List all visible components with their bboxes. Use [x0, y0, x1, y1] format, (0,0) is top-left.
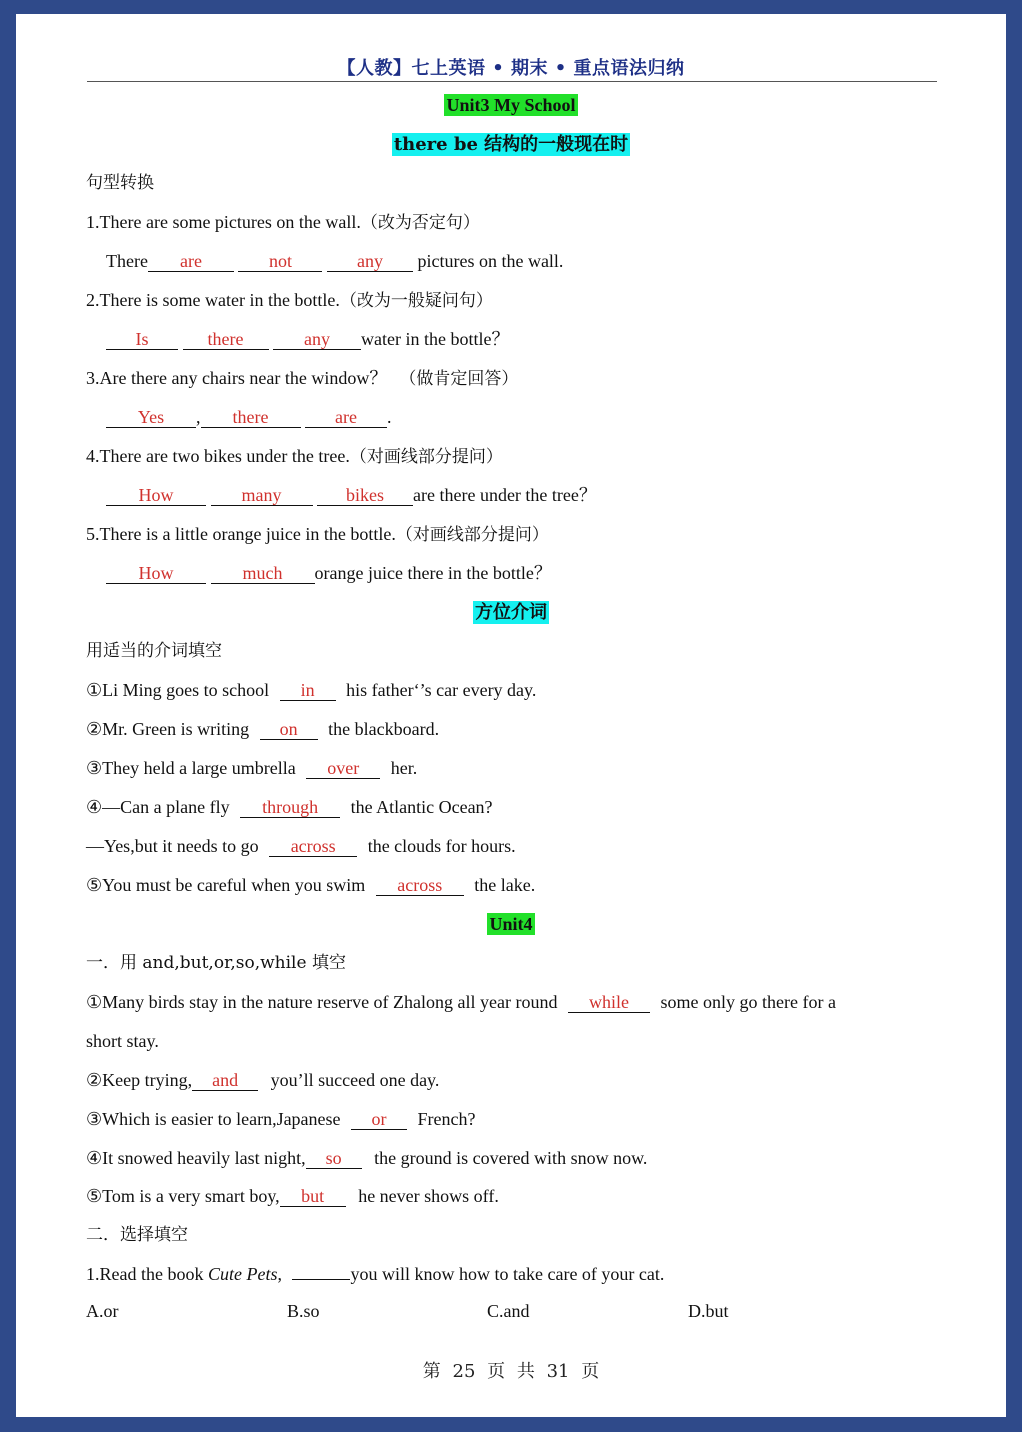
answer-blank: any	[273, 329, 361, 350]
preposition-item-2: ②Mr. Green is writing on the blackboard.	[86, 719, 440, 739]
section-title-prepositions: 方位介词	[475, 602, 547, 623]
section2-title-row	[16, 600, 1006, 625]
answer-blank: any	[327, 251, 413, 272]
answer-blank: so	[306, 1148, 362, 1169]
conjunction-item-2: ②Keep trying, and you’ll succeed one day.	[86, 1070, 440, 1090]
answer-blank: Yes	[106, 407, 196, 428]
transform-answer-3: Yes , there are .	[106, 405, 966, 429]
option-d: D.but	[688, 1301, 729, 1321]
preposition-item-3: ③They held a large umbrella over her.	[86, 758, 418, 778]
transform-question-3: 3.Are there any chairs near the window？ （做肯定回答）	[86, 368, 519, 389]
preposition-item-1: ①Li Ming goes to school in his father‘’s car every day.	[86, 680, 537, 700]
answer-blank	[292, 1279, 350, 1280]
answer-blank: are	[305, 407, 387, 428]
answer-blank: through	[240, 797, 340, 818]
conjunction-item-3: ③Which is easier to learn,Japanese or French?	[86, 1109, 476, 1129]
section-title-there-be: there be 结构的一般现在时	[393, 134, 629, 155]
unit3-title: Unit3 My School	[446, 95, 576, 115]
answer-blank: Is	[106, 329, 178, 350]
answer-blank: in	[280, 680, 336, 701]
answer-blank: but	[280, 1186, 346, 1207]
answer-blank: How	[106, 485, 206, 506]
transform-answer-4: How many bikes are there under the tree？	[106, 483, 966, 507]
sentence-transform-heading: 句型转换	[86, 173, 154, 193]
answer-blank: across	[269, 836, 357, 857]
preposition-item-5: ⑤You must be careful when you swim across the lake.	[86, 875, 536, 895]
answer-blank: or	[351, 1109, 407, 1130]
answer-blank: across	[376, 875, 464, 896]
option-b: B.so	[287, 1301, 320, 1321]
conjunction-item-5: ⑤Tom is a very smart boy, but he never shows off.	[86, 1186, 499, 1206]
answer-blank: are	[148, 251, 234, 272]
transform-question-5: 5.There is a little orange juice in the bottle.（对画线部分提问）	[86, 524, 549, 545]
header-divider	[87, 81, 937, 82]
option-a: A.or	[86, 1301, 119, 1321]
unit4-title: Unit4	[489, 914, 533, 934]
page-header: 【人教】七上英语 • 期末 • 重点语法归纳	[337, 58, 685, 79]
answer-blank: there	[183, 329, 269, 350]
answer-blank: on	[260, 719, 318, 740]
transform-answer-5: How much orange juice there in the bottle？	[106, 561, 966, 585]
section1-title-row	[16, 132, 1006, 157]
option-c: C.and	[487, 1301, 530, 1321]
document-page	[16, 14, 1006, 1417]
answer-blank: bikes	[317, 485, 413, 506]
transform-question-4: 4.There are two bikes under the tree.（对画线部分提问）	[86, 446, 503, 467]
answer-blank: while	[568, 992, 650, 1013]
transform-answer-2: Is there any water in the bottle？	[106, 327, 966, 351]
conjunction-item-1: ①Many birds stay in the nature reserve of Zhalong all year round while some only go there for a	[86, 992, 836, 1012]
answer-blank: and	[192, 1070, 258, 1091]
transform-answer-1: There are not any pictures on the wall.	[106, 251, 564, 271]
transform-question-1: 1.There are some pictures on the wall.（改为否定句）	[86, 212, 480, 233]
conjunctions-heading: 一．用 and,but,or,so,while 填空	[86, 953, 346, 973]
multiple-choice-question-1: 1.Read the book Cute Pets, you will know how to take care of your cat.	[86, 1264, 665, 1284]
answer-blank: much	[211, 563, 315, 584]
conjunction-item-4: ④It snowed heavily last night, so the ground is covered with snow now.	[86, 1148, 648, 1168]
prepositions-heading: 用适当的介词填空	[86, 641, 222, 661]
answer-blank: How	[106, 563, 206, 584]
transform-question-2: 2.There is some water in the bottle.（改为一般疑问句）	[86, 290, 493, 311]
answer-blank: there	[201, 407, 301, 428]
conjunction-item-1-cont: short stay.	[86, 1031, 159, 1051]
answer-blank: many	[211, 485, 313, 506]
page-footer: 第 25 页 共 31 页	[422, 1361, 600, 1382]
unit4-title-row	[16, 912, 1006, 936]
answer-blank: not	[238, 251, 322, 272]
preposition-item-4: ④—Can a plane fly through the Atlantic Ocean?	[86, 797, 493, 817]
answer-blank: over	[306, 758, 380, 779]
preposition-item-4b: —Yes,but it needs to go across the clouds for hours.	[86, 836, 516, 856]
multiple-choice-heading: 二．选择填空	[86, 1225, 188, 1245]
unit3-title-row	[16, 93, 1006, 117]
